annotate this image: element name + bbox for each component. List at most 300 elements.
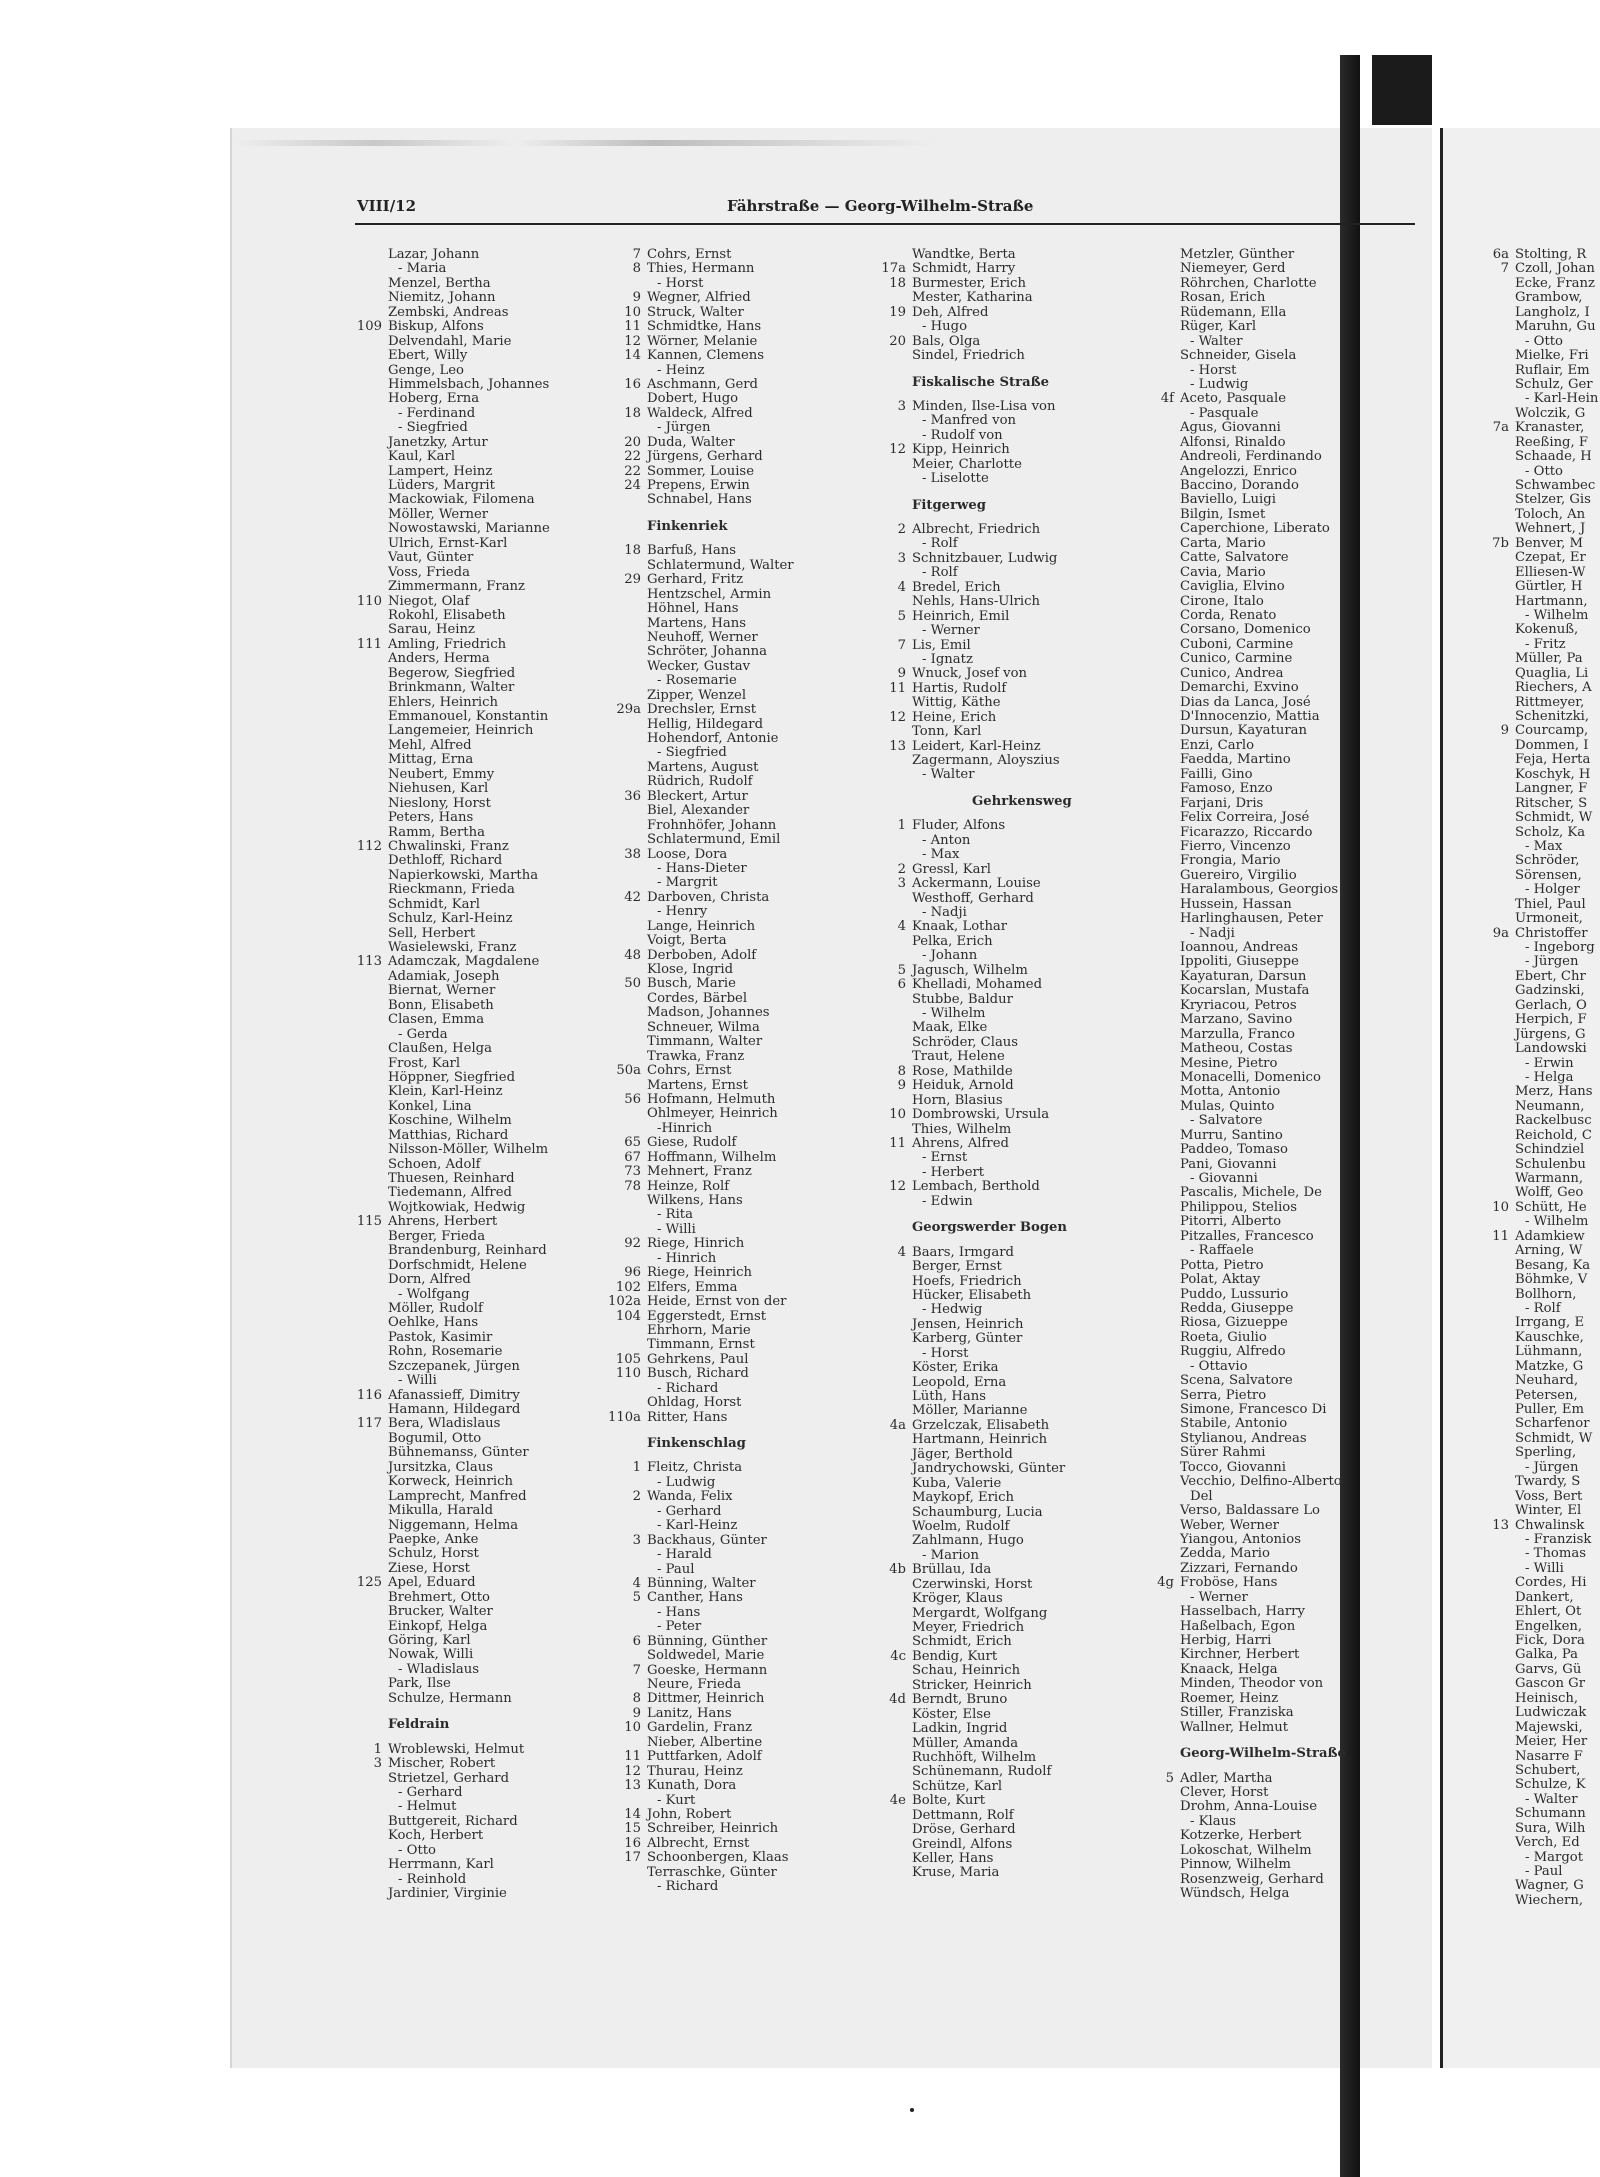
resident-name: - Siegfried bbox=[657, 745, 727, 761]
directory-entry bbox=[889, 1692, 1072, 1708]
house-number: 117 bbox=[356, 1416, 382, 1432]
resident-name: Voss, Bert bbox=[1515, 1488, 1583, 1504]
directory-entry bbox=[897, 919, 1072, 935]
directory-entry bbox=[1515, 580, 1598, 594]
directory-entry bbox=[1515, 1389, 1598, 1403]
directory-entry bbox=[388, 1663, 550, 1677]
directory-entry bbox=[647, 1122, 794, 1136]
directory-entry bbox=[388, 1316, 550, 1330]
directory-entry bbox=[912, 1592, 1072, 1606]
resident-name: Schoonbergen, Klaas bbox=[647, 1850, 789, 1866]
directory-entry bbox=[647, 1548, 794, 1562]
resident-name: Hussein, Hassan bbox=[1180, 896, 1292, 912]
resident-name: Scholz, Ka bbox=[1515, 824, 1586, 840]
resident-name: Thurau, Heinz bbox=[647, 1763, 743, 1779]
directory-entry bbox=[1180, 1013, 1346, 1027]
resident-name: Schmidt, W bbox=[1515, 1430, 1593, 1446]
directory-entry bbox=[388, 667, 550, 681]
directory-entry bbox=[1180, 450, 1346, 464]
directory-entry bbox=[912, 1852, 1072, 1866]
house-number: 56 bbox=[624, 1091, 641, 1107]
resident-name: Cuboni, Carmine bbox=[1180, 636, 1294, 652]
resident-name: Bera, Wladislaus bbox=[388, 1416, 501, 1432]
resident-name: Zembski, Andreas bbox=[388, 304, 509, 320]
resident-name: - Jürgen bbox=[1525, 1459, 1579, 1475]
directory-entry bbox=[1180, 1042, 1346, 1056]
house-number: 102a bbox=[607, 1294, 641, 1310]
directory-entry bbox=[1180, 378, 1346, 392]
resident-name: Ehrhorn, Marie bbox=[647, 1322, 751, 1338]
directory-entry bbox=[388, 364, 550, 378]
resident-name: Hoffmann, Wilhelm bbox=[647, 1149, 777, 1165]
directory-entry bbox=[388, 436, 550, 450]
directory-entry bbox=[1180, 1648, 1346, 1662]
resident-name: Wroblewski, Helmut bbox=[388, 1741, 525, 1757]
directory-entry bbox=[1180, 1316, 1346, 1330]
directory-entry bbox=[1180, 277, 1346, 291]
resident-name: Stiller, Franziska bbox=[1180, 1705, 1294, 1721]
resident-name: Dankert, bbox=[1515, 1589, 1574, 1605]
resident-name: Höppner, Siegfried bbox=[388, 1069, 516, 1085]
directory-entry bbox=[624, 1806, 794, 1822]
resident-name: Neubert, Emmy bbox=[388, 766, 495, 782]
directory-entry bbox=[624, 1821, 794, 1837]
directory-entry bbox=[889, 738, 1072, 754]
resident-name: Dettmann, Rolf bbox=[912, 1807, 1014, 1823]
directory-entry bbox=[647, 493, 794, 507]
resident-name: - Holger bbox=[1525, 882, 1580, 898]
directory-entry bbox=[1180, 941, 1346, 955]
directory-entry bbox=[1180, 1634, 1346, 1648]
resident-name: - Hans-Dieter bbox=[657, 860, 747, 876]
resident-name: Nieber, Albertine bbox=[647, 1734, 763, 1750]
house-number: 1 bbox=[373, 1741, 382, 1757]
directory-entry bbox=[647, 1208, 794, 1222]
directory-entry bbox=[388, 1331, 550, 1345]
resident-name: Sommer, Louise bbox=[647, 463, 755, 479]
house-number: 7b bbox=[1492, 535, 1509, 551]
resident-name: Amling, Friedrich bbox=[388, 636, 507, 652]
resident-name: Bleckert, Artur bbox=[647, 788, 748, 804]
resident-name: Caperchione, Liberato bbox=[1180, 521, 1330, 537]
directory-entry bbox=[388, 421, 550, 435]
resident-name: Khelladi, Mohamed bbox=[912, 977, 1043, 993]
directory-entry bbox=[624, 1149, 794, 1165]
resident-name: Jagusch, Wilhelm bbox=[912, 962, 1028, 978]
resident-name: Wittig, Käthe bbox=[912, 695, 1001, 711]
directory-entry bbox=[388, 1620, 550, 1634]
resident-name: Dittmer, Heinrich bbox=[647, 1691, 765, 1707]
directory-entry bbox=[912, 1347, 1072, 1361]
directory-entry bbox=[388, 1887, 550, 1901]
resident-name: - Nadji bbox=[1190, 925, 1235, 941]
directory-entry bbox=[647, 1794, 794, 1808]
directory-entry bbox=[1515, 955, 1598, 969]
directory-entry bbox=[616, 1063, 794, 1079]
resident-name: Adler, Martha bbox=[1180, 1770, 1273, 1786]
resident-name: Duda, Walter bbox=[647, 434, 735, 450]
directory-entry bbox=[647, 1880, 794, 1894]
directory-entry bbox=[1180, 970, 1346, 984]
resident-name: Kipp, Heinrich bbox=[912, 442, 1010, 458]
house-number: 48 bbox=[624, 947, 641, 963]
directory-entry bbox=[897, 876, 1072, 892]
resident-name: - Thomas bbox=[1525, 1546, 1587, 1562]
resident-name: Rokohl, Elisabeth bbox=[388, 607, 506, 623]
house-number: 13 bbox=[1492, 1517, 1509, 1533]
resident-name: Fick, Dora bbox=[1515, 1633, 1585, 1648]
house-number: 36 bbox=[624, 788, 641, 804]
directory-entry bbox=[881, 261, 1072, 277]
directory-entry bbox=[1515, 1288, 1598, 1302]
resident-name: - Ingeborg bbox=[1525, 940, 1595, 955]
directory-entry bbox=[624, 478, 794, 493]
directory-entry bbox=[1180, 349, 1346, 363]
resident-name: Thuesen, Reinhard bbox=[388, 1171, 515, 1186]
directory-entry bbox=[1180, 1504, 1346, 1518]
directory-entry bbox=[1180, 652, 1346, 666]
resident-name: Dröse, Gerhard bbox=[912, 1822, 1016, 1838]
directory-entry bbox=[632, 1460, 794, 1476]
directory-entry bbox=[388, 1273, 550, 1287]
directory-entry bbox=[388, 724, 550, 738]
resident-name: Ziese, Horst bbox=[388, 1560, 470, 1576]
directory-entry bbox=[373, 1741, 550, 1757]
directory-entry bbox=[632, 1705, 794, 1721]
directory-entry bbox=[388, 1302, 550, 1316]
directory-entry bbox=[1515, 1374, 1598, 1388]
resident-name: Schneuer, Wilma bbox=[647, 1019, 760, 1035]
directory-entry bbox=[624, 333, 794, 349]
directory-entry bbox=[647, 1678, 794, 1692]
resident-name: Mesine, Pietro bbox=[1180, 1055, 1278, 1071]
resident-name: Einkopf, Helga bbox=[388, 1618, 488, 1634]
directory-entry bbox=[624, 1778, 794, 1794]
resident-name: Keller, Hans bbox=[912, 1851, 994, 1866]
resident-name: Böhmke, V bbox=[1515, 1272, 1588, 1288]
directory-entry bbox=[897, 1244, 1072, 1260]
directory-entry bbox=[647, 833, 794, 847]
directory-entry bbox=[1515, 364, 1598, 378]
directory-entry bbox=[1180, 739, 1346, 753]
directory-entry bbox=[1515, 623, 1598, 637]
resident-name: Cordes, Bärbel bbox=[647, 990, 748, 1006]
directory-entry bbox=[624, 846, 794, 862]
resident-name: Lamprecht, Manfred bbox=[388, 1488, 527, 1504]
directory-entry bbox=[388, 1259, 550, 1273]
directory-entry bbox=[1515, 1706, 1598, 1720]
house-number: 110 bbox=[356, 593, 382, 609]
resident-name: Matthias, Richard bbox=[388, 1127, 509, 1143]
directory-entry bbox=[388, 854, 550, 868]
directory-entry bbox=[1180, 1706, 1346, 1720]
resident-name: Feja, Herta bbox=[1515, 752, 1591, 768]
resident-name: Rüdrich, Rudolf bbox=[647, 774, 753, 790]
directory-entry bbox=[1180, 1663, 1346, 1677]
directory-entry bbox=[897, 398, 1072, 414]
resident-name: Goeske, Hermann bbox=[647, 1662, 768, 1678]
resident-name: - Pasquale bbox=[1190, 405, 1259, 421]
resident-name: Niggemann, Helma bbox=[388, 1517, 519, 1533]
resident-name: Arning, W bbox=[1515, 1243, 1583, 1259]
directory-entry bbox=[912, 595, 1072, 609]
street-heading: Feldrain bbox=[388, 1717, 450, 1733]
directory-entry bbox=[1515, 1345, 1598, 1359]
resident-name: Lokoschat, Wilhelm bbox=[1180, 1842, 1312, 1858]
house-number: 3 bbox=[897, 398, 906, 414]
resident-name: Madson, Johannes bbox=[647, 1005, 770, 1021]
resident-name: Kirchner, Herbert bbox=[1180, 1647, 1300, 1663]
resident-name: Hamann, Hildegard bbox=[388, 1402, 521, 1417]
directory-entry bbox=[1180, 623, 1346, 637]
directory-entry bbox=[1180, 1273, 1346, 1287]
resident-name: Majewski, bbox=[1515, 1719, 1583, 1735]
directory-entry bbox=[356, 954, 550, 970]
resident-name: - Jürgen bbox=[657, 420, 711, 436]
directory-entry bbox=[1515, 493, 1598, 507]
directory-entry bbox=[912, 1838, 1072, 1852]
resident-name: Bollhorn, bbox=[1515, 1286, 1577, 1302]
directory-entry bbox=[1180, 1215, 1346, 1229]
directory-entry bbox=[1180, 1844, 1346, 1858]
directory-entry bbox=[912, 1751, 1072, 1765]
resident-name: Voss, Frieda bbox=[388, 564, 470, 580]
resident-name: Zimmermann, Franz bbox=[388, 579, 525, 595]
resident-name: Stricker, Heinrich bbox=[912, 1677, 1032, 1693]
resident-name: Derboben, Adolf bbox=[647, 947, 757, 963]
resident-name: Dorfschmidt, Helene bbox=[388, 1257, 527, 1273]
directory-entry bbox=[1515, 1100, 1598, 1114]
directory-entry bbox=[1515, 826, 1598, 840]
directory-entry bbox=[1492, 247, 1598, 262]
house-number: 9 bbox=[632, 290, 641, 306]
directory-entry bbox=[1515, 970, 1598, 984]
resident-name: Voigt, Berta bbox=[647, 933, 727, 949]
resident-name: - Hans bbox=[657, 1604, 701, 1620]
directory-entry bbox=[1180, 999, 1346, 1013]
street-heading: Fitgerweg bbox=[912, 497, 986, 513]
resident-name: - Anton bbox=[922, 832, 971, 848]
directory-entry bbox=[912, 1607, 1072, 1621]
directory-entry bbox=[1180, 335, 1346, 349]
resident-name: Zizzari, Fernando bbox=[1180, 1560, 1298, 1576]
resident-name: Sürer Rahmi bbox=[1180, 1445, 1266, 1461]
directory-entry bbox=[1515, 1215, 1598, 1229]
resident-name: Heinisch, bbox=[1515, 1690, 1579, 1706]
resident-name: Schröter, Johanna bbox=[647, 644, 767, 660]
resident-name: Kauschke, bbox=[1515, 1329, 1584, 1345]
house-number: 22 bbox=[624, 449, 641, 465]
directory-entry bbox=[607, 1294, 794, 1310]
resident-name: Toloch, An bbox=[1515, 506, 1586, 522]
resident-name: Brüllau, Ida bbox=[912, 1562, 992, 1578]
directory-entry bbox=[912, 1376, 1072, 1390]
directory-entry bbox=[912, 1036, 1072, 1050]
directory-entry bbox=[1180, 854, 1346, 868]
resident-name: Prepens, Erwin bbox=[647, 478, 750, 493]
house-number: 5 bbox=[897, 608, 906, 624]
resident-name: Kaul, Karl bbox=[388, 449, 456, 465]
directory-entry bbox=[912, 537, 1072, 551]
house-number: 22 bbox=[624, 463, 641, 479]
directory-entry bbox=[1180, 508, 1346, 522]
directory-entry bbox=[388, 349, 550, 363]
directory-entry bbox=[1180, 1432, 1346, 1446]
directory-entry bbox=[1180, 753, 1346, 767]
directory-entry bbox=[1492, 1228, 1598, 1244]
scan-edge bbox=[1372, 55, 1432, 125]
resident-name: - Manfred von bbox=[922, 413, 1017, 429]
directory-entry bbox=[647, 1382, 794, 1396]
directory-entry bbox=[912, 1520, 1072, 1534]
resident-name: Biernat, Werner bbox=[388, 983, 496, 999]
directory-entry bbox=[912, 1679, 1072, 1693]
resident-name: - Siegfried bbox=[398, 420, 468, 436]
resident-name: Neumann, bbox=[1515, 1098, 1585, 1114]
directory-entry bbox=[1180, 1085, 1346, 1099]
resident-name: Röhrchen, Charlotte bbox=[1180, 275, 1317, 291]
directory-entry bbox=[388, 1692, 550, 1706]
resident-name: Schulenbu bbox=[1515, 1156, 1586, 1172]
directory-entry bbox=[1180, 912, 1346, 926]
directory-entry bbox=[912, 1635, 1072, 1649]
resident-name: Busch, Richard bbox=[647, 1366, 749, 1382]
resident-name: Metzler, Günther bbox=[1180, 247, 1295, 262]
directory-entry bbox=[1180, 1620, 1346, 1634]
directory-entry bbox=[647, 1736, 794, 1750]
resident-name: Westhoff, Gerhard bbox=[912, 890, 1034, 906]
directory-entry bbox=[912, 1823, 1072, 1837]
directory-entry bbox=[388, 248, 550, 262]
directory-entry bbox=[912, 1534, 1072, 1548]
directory-entry bbox=[647, 1079, 794, 1093]
resident-name: Jandrychowski, Günter bbox=[912, 1461, 1066, 1477]
directory-entry bbox=[388, 522, 550, 536]
directory-entry bbox=[1180, 667, 1346, 681]
house-number: 10 bbox=[624, 1720, 641, 1736]
directory-entry bbox=[1180, 797, 1346, 811]
directory-entry bbox=[1515, 1721, 1598, 1735]
resident-name: Failli, Gino bbox=[1180, 766, 1253, 782]
column-4 bbox=[1157, 247, 1346, 1902]
directory-entry bbox=[889, 1793, 1072, 1809]
resident-name: Schütt, He bbox=[1515, 1199, 1587, 1215]
directory-entry bbox=[388, 1562, 550, 1576]
house-number: 8 bbox=[632, 1691, 641, 1707]
directory-entry bbox=[897, 608, 1072, 624]
resident-name: - Giovanni bbox=[1190, 1171, 1258, 1186]
page-reference: VIII/12 bbox=[357, 197, 417, 215]
resident-name: Knaak, Lothar bbox=[912, 919, 1008, 935]
resident-name: Schünemann, Rudolf bbox=[912, 1764, 1052, 1780]
resident-name: Park, Ilse bbox=[388, 1676, 451, 1692]
resident-name: Koch, Herbert bbox=[388, 1828, 484, 1844]
resident-name: Lüders, Margrit bbox=[388, 478, 495, 493]
resident-name: Roemer, Heinz bbox=[1180, 1690, 1279, 1706]
resident-name: - Richard bbox=[657, 1380, 719, 1396]
resident-name: - Rita bbox=[657, 1207, 693, 1223]
directory-entry bbox=[647, 1006, 794, 1020]
resident-name: Meier, Her bbox=[1515, 1734, 1588, 1750]
resident-name: - Edwin bbox=[922, 1193, 973, 1209]
resident-name: Wnuck, Josef von bbox=[912, 666, 1028, 682]
resident-name: Riosa, Gizueppe bbox=[1180, 1315, 1288, 1331]
directory-entry bbox=[1180, 724, 1346, 738]
resident-name: Neure, Frieda bbox=[647, 1677, 742, 1693]
directory-entry bbox=[388, 652, 550, 666]
resident-name: Wiechern, bbox=[1515, 1892, 1584, 1908]
directory-entry bbox=[1180, 681, 1346, 695]
resident-name: Martens, Ernst bbox=[647, 1077, 748, 1093]
house-number: 8 bbox=[632, 261, 641, 277]
house-number: 4f bbox=[1160, 391, 1174, 407]
directory-entry bbox=[1515, 999, 1598, 1013]
resident-name: - Gerhard bbox=[657, 1503, 722, 1519]
resident-name: Zahlmann, Hugo bbox=[912, 1533, 1024, 1549]
directory-entry bbox=[1180, 1417, 1346, 1431]
house-number: 9 bbox=[632, 1705, 641, 1721]
resident-name: Trawka, Franz bbox=[647, 1048, 745, 1064]
resident-name: Ehlert, Ot bbox=[1515, 1604, 1582, 1620]
directory-entry bbox=[1180, 1028, 1346, 1042]
directory-entry bbox=[647, 645, 794, 659]
house-number: 16 bbox=[624, 376, 641, 392]
house-number: 20 bbox=[624, 434, 641, 450]
house-number: 115 bbox=[356, 1214, 382, 1230]
directory-entry bbox=[388, 378, 550, 392]
resident-name: Bünning, Günther bbox=[647, 1633, 768, 1649]
directory-entry bbox=[1515, 609, 1598, 623]
resident-name: Faedda, Martino bbox=[1180, 752, 1291, 768]
directory-entry bbox=[1515, 306, 1598, 320]
directory-entry bbox=[607, 1409, 794, 1425]
resident-name: Gerlach, O bbox=[1515, 997, 1587, 1013]
directory-entry bbox=[388, 1186, 550, 1200]
house-number: 12 bbox=[889, 1179, 906, 1195]
resident-name: Fierro, Vincenzo bbox=[1180, 838, 1291, 854]
resident-name: Ritter, Hans bbox=[647, 1409, 728, 1425]
resident-name: - Willi bbox=[398, 1373, 437, 1389]
resident-name: - Helga bbox=[1525, 1069, 1574, 1085]
resident-name: Lembach, Berthold bbox=[912, 1179, 1040, 1195]
directory-entry bbox=[388, 1172, 550, 1186]
resident-name: Bals, Olga bbox=[912, 333, 981, 349]
directory-entry bbox=[647, 1252, 794, 1266]
house-number: 38 bbox=[624, 846, 641, 862]
resident-name: Pastok, Kasimir bbox=[388, 1329, 493, 1345]
directory-entry bbox=[912, 1007, 1072, 1021]
resident-name: Del bbox=[1190, 1488, 1213, 1504]
directory-entry bbox=[388, 1028, 550, 1042]
resident-name: Sarau, Heinz bbox=[388, 622, 475, 638]
directory-entry bbox=[1515, 1129, 1598, 1143]
resident-name: Apel, Eduard bbox=[388, 1575, 476, 1591]
directory-entry bbox=[388, 1201, 550, 1215]
directory-entry bbox=[1180, 551, 1346, 565]
resident-name: Heinrich, Emil bbox=[912, 608, 1010, 624]
house-number: 11 bbox=[624, 1749, 641, 1765]
resident-name: Horn, Blasius bbox=[912, 1092, 1003, 1108]
directory-entry bbox=[1492, 1199, 1598, 1215]
house-number: 6a bbox=[1492, 247, 1509, 262]
directory-entry bbox=[624, 1763, 794, 1779]
directory-entry bbox=[388, 883, 550, 897]
house-number: 12 bbox=[889, 709, 906, 725]
directory-entry bbox=[1180, 1815, 1346, 1829]
directory-entry bbox=[1515, 1259, 1598, 1273]
resident-name: Landowski bbox=[1515, 1041, 1587, 1057]
resident-name: Ahrens, Herbert bbox=[388, 1214, 498, 1230]
